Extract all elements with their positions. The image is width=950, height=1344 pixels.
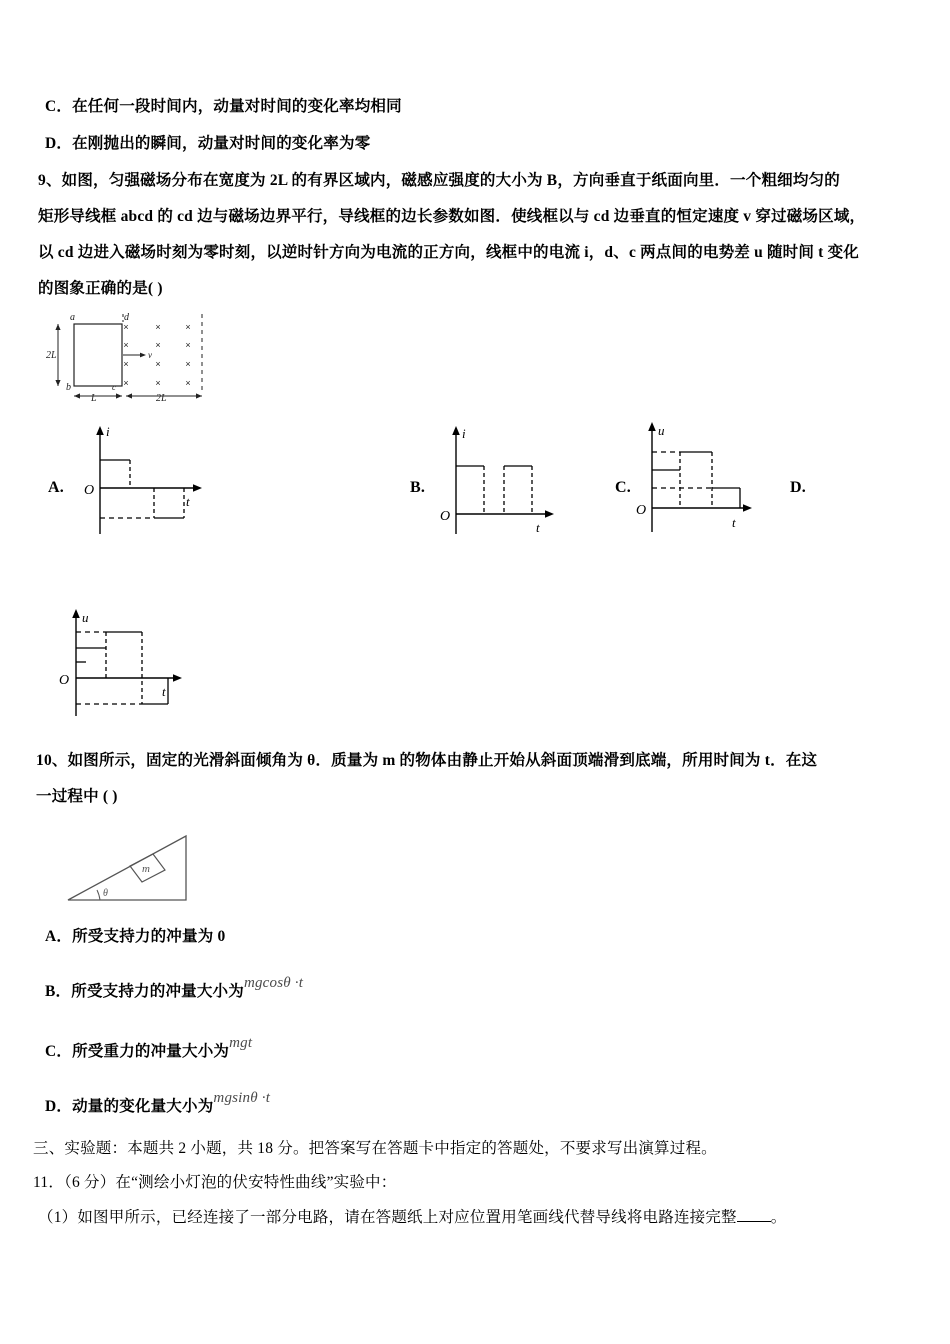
svg-text:2L: 2L: [156, 393, 167, 404]
prev-option-d: D．在刚抛出的瞬间，动量对时间的变化率为零: [45, 135, 371, 152]
question9-option-d-graph: [56, 608, 206, 723]
question9-option-a-graph: [78, 422, 208, 542]
question9-option-b-letter: B.: [410, 479, 426, 496]
question10-option-c-formula: mgt: [229, 1035, 253, 1051]
question9-option-c-graph: [634, 420, 769, 540]
question11-line2-text: （1）如图甲所示，已经连接了一部分电路，请在答题纸上对应位置用笔画线代替导线将电路连接完整: [38, 1209, 737, 1226]
question11-line1: 11．（6 分）在“测绘小灯泡的伏安特性曲线”实验中：: [33, 1174, 397, 1191]
svg-text:O: O: [440, 509, 451, 524]
question10-option-d-formula: mgsinθ ·t: [213, 1090, 271, 1106]
svg-text:t: t: [162, 684, 166, 699]
question10-option-d-letter: D．: [45, 1098, 73, 1115]
svg-text:c: c: [112, 382, 116, 392]
question9-option-d-letter: D.: [790, 479, 806, 496]
svg-text:u: u: [82, 610, 89, 625]
svg-text:m: m: [142, 863, 150, 875]
svg-text:θ: θ: [103, 888, 108, 899]
answer-blank[interactable]: [737, 1209, 771, 1222]
question10-option-d-text: 动量的变化量大小为: [72, 1098, 214, 1115]
svg-text:O: O: [636, 503, 647, 518]
svg-text:a: a: [70, 312, 75, 323]
svg-text:×: ×: [155, 378, 161, 388]
svg-text:×: ×: [123, 359, 129, 369]
svg-text:t: t: [186, 494, 190, 509]
svg-text:×: ×: [123, 378, 129, 388]
svg-text:2L: 2L: [46, 350, 57, 361]
magnetic-field-loop-figure: [46, 306, 226, 411]
section3-heading: 三、实验题：本题共 2 小题，共 18 分。把答案写在答题卡中指定的答题处，不要求写出演算过程。: [33, 1140, 717, 1157]
svg-text:L: L: [91, 393, 97, 404]
question9-stem-line4: 的图象正确的是( ): [38, 280, 163, 297]
svg-text:d: d: [124, 312, 129, 323]
svg-text:×: ×: [185, 322, 191, 332]
svg-text:×: ×: [155, 322, 161, 332]
question11-line2-end: 。: [770, 1209, 787, 1226]
svg-text:×: ×: [185, 378, 191, 388]
svg-text:u: u: [658, 423, 665, 438]
question10-option-b-letter: B．: [45, 983, 72, 1000]
question9-option-a-letter: A.: [48, 479, 64, 496]
question10-stem-line2: 一过程中 ( ): [36, 788, 118, 805]
prev-option-c: C．在任何一段时间内，动量对时间的变化率均相同: [45, 98, 402, 115]
question9-stem-line3: 以 cd 边进入磁场时刻为零时刻，以逆时针方向为电流的正方向，线框中的电流 i，d、c 两点间的电势差 u 随时间 t 变化: [38, 244, 859, 261]
question10-stem-line1: 10、如图所示，固定的光滑斜面倾角为 θ．质量为 m 的物体由静止开始从斜面顶端滑到底端，所用时间为 t．在这: [36, 752, 818, 769]
question9-option-b-graph: [436, 422, 566, 542]
svg-text:×: ×: [185, 340, 191, 350]
question10-option-a-letter: A．: [45, 928, 73, 945]
question10-option-b: [45, 975, 304, 1002]
svg-text:O: O: [84, 483, 95, 498]
svg-text:O: O: [59, 673, 70, 688]
svg-text:×: ×: [155, 359, 161, 369]
question10-option-c-letter: C．: [45, 1043, 73, 1060]
svg-text:t: t: [536, 520, 540, 535]
svg-text:v: v: [148, 350, 152, 360]
svg-text:×: ×: [155, 340, 161, 350]
question11-line2: [38, 1209, 786, 1228]
inclined-plane-figure: [58, 822, 233, 914]
question10-option-b-formula: mgcosθ ·t: [243, 975, 304, 991]
svg-text:t: t: [732, 515, 736, 530]
question10-option-b-text: 所受支持力的冲量大小为: [71, 983, 244, 1000]
question10-option-c: [45, 1035, 253, 1062]
question9-option-c-letter: C.: [615, 479, 631, 496]
question10-option-a-text: 所受支持力的冲量为 0: [72, 928, 226, 945]
question9-stem-line2: 矩形导线框 abcd 的 cd 边与磁场边界平行，导线框的边长参数如图．使线框以与 cd 边垂直的恒定速度 v 穿过磁场区域，: [38, 208, 866, 225]
question10-option-a: [45, 928, 225, 947]
svg-text:×: ×: [123, 322, 129, 332]
svg-text:×: ×: [185, 359, 191, 369]
svg-text:i: i: [462, 426, 466, 441]
svg-text:i: i: [106, 424, 110, 439]
question10-option-d: [45, 1090, 271, 1117]
svg-text:b: b: [66, 382, 71, 393]
svg-text:×: ×: [123, 340, 129, 350]
question9-stem-line1: 9、如图，匀强磁场分布在宽度为 2L 的有界区域内，磁感应强度的大小为 B，方向垂直于纸面向里．一个粗细均匀的: [38, 172, 840, 189]
question10-option-c-text: 所受重力的冲量大小为: [72, 1043, 230, 1060]
